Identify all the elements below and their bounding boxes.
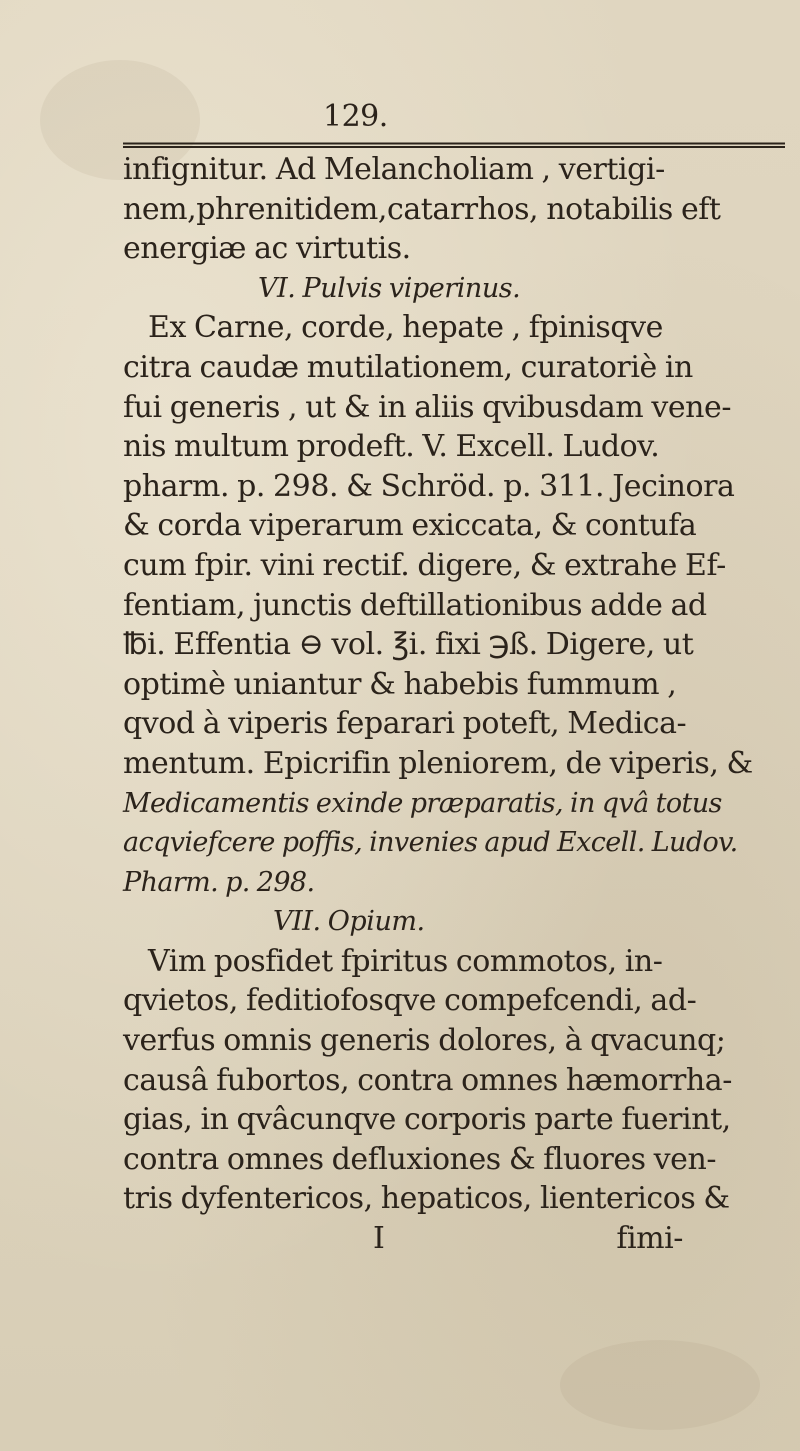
page-footer [123, 1219, 793, 1259]
text-line: gias, in qvâcunqve corporis parte fuerint, [123, 1102, 731, 1138]
text-line: qvod à viperis feparari poteft, Medica- [123, 706, 687, 742]
header-rule [123, 142, 785, 148]
text-line: Pharm. p. 298. [123, 866, 315, 898]
signature-mark: I [373, 1221, 385, 1257]
text-line: citra caudæ mutilationem, curatoriè in [123, 349, 693, 385]
text-line: qvietos, feditiofosqve compefcendi, ad- [123, 983, 697, 1019]
text-line: mentum. Epicrifin pleniorem, de viperis, & [123, 745, 753, 781]
section-heading: VII. Opium. [273, 906, 425, 938]
text-line: tris dyfentericos, hepaticos, lientericos & [123, 1181, 730, 1217]
text-line: contra omnes defluxiones & fluores ven- [123, 1141, 717, 1177]
text-line: & corda viperarum exiccata, & contufa [123, 508, 697, 544]
catchword: fimi- [616, 1221, 683, 1257]
text-line: causâ fubortos, contra omnes hæmorrha- [123, 1062, 732, 1098]
text-line: fentiam, junctis deftillationibus adde ad [123, 587, 707, 623]
text-line: fui generis , ut & in aliis qvibusdam vene- [123, 389, 732, 425]
text-line: infignitur. Ad Melancholiam , vertigi- [123, 152, 665, 187]
text-line: acqviefcere poffis, invenies apud Excell. Ludov. [123, 827, 738, 859]
body-text [123, 150, 793, 1259]
text-line: energiæ ac virtutis. [123, 231, 411, 267]
text-line: nem,phrenitidem,catarrhos, notabilis eft [123, 191, 721, 227]
paper-stain [560, 1340, 760, 1430]
page-number: 129. [323, 99, 388, 134]
text-line: optimè uniantur & habebis fummum , [123, 666, 677, 702]
text-line: cum fpir. vini rectif. digere, & extrahe Ef- [123, 547, 726, 583]
section-heading: VI. Pulvis viperinus. [258, 272, 521, 304]
text-line: ℔i. Effentia ⊖ vol. ℥i. fixi ℈ß. Digere, ut [123, 627, 694, 663]
text-line: Ex Carne, corde, hepate , fpinisqve [148, 310, 663, 346]
text-line: Medicamentis exinde præparatis, in qvâ totus [123, 787, 722, 819]
text-line: Vim posfidet fpiritus commotos, in- [148, 943, 663, 979]
text-line: nis multum prodeft. V. Excell. Ludov. [123, 429, 660, 465]
text-line: pharm. p. 298. & Schröd. p. 311. Jecinora [123, 468, 735, 504]
text-line: verfus omnis generis dolores, à qvacunq; [123, 1023, 726, 1059]
